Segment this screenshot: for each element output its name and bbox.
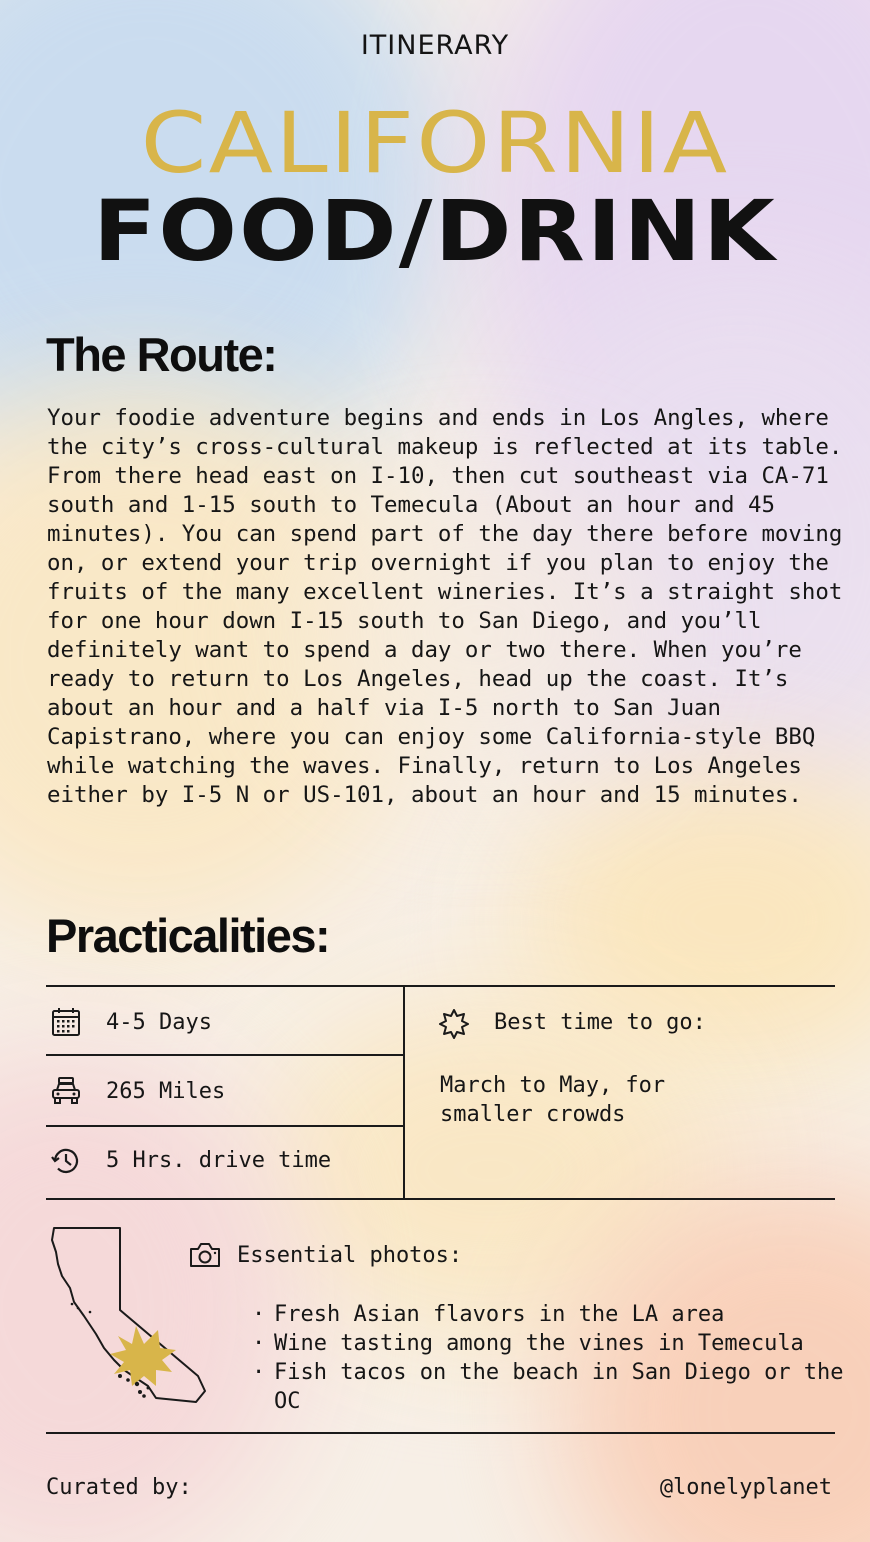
footer-rule bbox=[46, 1432, 835, 1434]
distance-text: 265 Miles bbox=[106, 1079, 226, 1104]
best-time-label: Best time to go: bbox=[494, 1010, 706, 1035]
title-california: CALIFORNIA bbox=[140, 94, 730, 192]
sparkle-badge-icon bbox=[438, 1008, 470, 1040]
curated-by-label: Curated by: bbox=[46, 1475, 192, 1500]
table-top-rule bbox=[46, 985, 835, 987]
row-divider-2 bbox=[46, 1125, 404, 1127]
camera-icon bbox=[189, 1241, 221, 1269]
eyebrow-label: ITINERARY bbox=[360, 30, 510, 61]
table-bottom-rule bbox=[46, 1198, 835, 1200]
column-divider bbox=[403, 985, 405, 1200]
photo-list bbox=[252, 1300, 852, 1416]
car-icon bbox=[50, 1076, 82, 1106]
essential-photos-label: Essential photos: bbox=[237, 1243, 463, 1268]
route-heading: The Route: bbox=[46, 328, 277, 381]
route-description: Your foodie adventure begins and ends in Los Angles, where the city’s cross-cultural makeup is reflected at its table. From there head east on I-10, then cut southeast via CA-71 south and 1-15 south to Temecula (About an hour and 45 minutes). You can spend part of the day there before moving on, or extend your trip overnight if you plan to enjoy the fruits of the many excellent wineries. It’s a straight shot for one hour down I-15 south to San Diego, and you’ll definitely want to spend a day or two there. When you’re ready to return to Los Angeles, head up the coast. It’s about an hour and a half via I-5 north to San Juan Capistrano, where you can enjoy some California-style BBQ while watching the waves. Finally, return to Los Angeles either by I-5 N or US-101, about an hour and 15 minutes. bbox=[47, 405, 843, 808]
clock-history-icon bbox=[50, 1146, 82, 1176]
duration-text: 4-5 Days bbox=[106, 1010, 212, 1035]
best-time-value-line1: March to May, for bbox=[440, 1073, 666, 1098]
best-time-value-line2: smaller crowds bbox=[440, 1102, 626, 1127]
title-food-drink: FOOD/DRINK bbox=[93, 182, 777, 280]
drive-time-text: 5 Hrs. drive time bbox=[106, 1148, 332, 1173]
practicalities-heading: Practicalities: bbox=[46, 909, 330, 962]
row-divider-1 bbox=[46, 1054, 404, 1056]
photo-item: · Fresh Asian flavors in the LA area bbox=[252, 1300, 852, 1329]
lonelyplanet-handle: @lonelyplanet bbox=[659, 1475, 832, 1500]
photo-item: · Fish tacos on the beach in San Diego or the OC bbox=[252, 1358, 852, 1416]
california-map-icon bbox=[48, 1226, 212, 1408]
calendar-icon bbox=[51, 1007, 81, 1037]
photo-item: · Wine tasting among the vines in Temecula bbox=[252, 1329, 852, 1358]
